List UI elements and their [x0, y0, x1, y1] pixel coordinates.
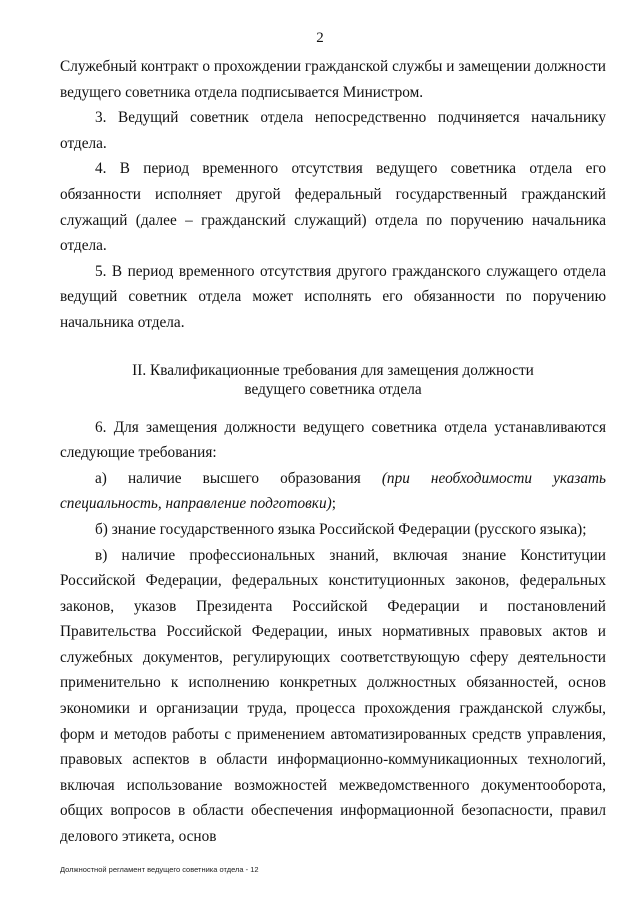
paragraph-5-duties-substitution: 5. В период временного отсутствия другого гражданского служащего отдела ведущий советник отдела может исполнять его обязанности по поручению начальника отдела.: [60, 262, 606, 331]
requirement-a-note: (при необходимости указать специальность, направление подготовки): [60, 469, 606, 513]
section-2-heading-line-2: ведущего советника отдела: [244, 380, 422, 398]
page-number: 2: [316, 30, 324, 46]
requirement-b-language: б) знание государственного языка Российской Федерации (русского языка);: [95, 520, 587, 538]
section-2-heading-line-1: II. Квалификационные требования для замещения должности: [132, 361, 534, 379]
paragraph-4-temporary-absence: 4. В период временного отсутствия ведущего советника отдела его обязанности исполняет другой федеральный государственный гражданский служащий (далее – гражданский служащий) отдела по поручению начальника отдела.: [60, 160, 606, 255]
paragraph-service-contract: Служебный контракт о прохождении гражданской службы и замещении должности ведущего советника отдела подписывается Министром.: [60, 58, 606, 101]
paragraph-3-subordination: 3. Ведущий советник отдела непосредственно подчиняется начальнику отдела.: [60, 109, 606, 152]
requirement-a-text: а) наличие высшего образования: [95, 469, 382, 487]
section-2-heading: [60, 361, 606, 399]
requirement-a-education: [60, 466, 606, 517]
paragraph-6-requirements: 6. Для замещения должности ведущего советника отдела устанавливаются следующие требования:: [60, 418, 606, 462]
document-body: [60, 54, 606, 850]
footer-document-title: Должностной регламент ведущего советника отдела - 12: [60, 865, 259, 874]
requirement-v-knowledge: в) наличие профессиональных знаний, включая знание Конституции Российской Федерации, федеральных конституционных законов, федеральных законов, указов Президента Российской Федерации и постановлений Правительства Российской Федерации, иных нормативных правовых актов и служебных документов, регулирующих соответствующую сферу деятельности применительно к исполнению конкретных должностных обязанностей, основ экономики и организации труда, процесса прохождения гражданской службы, форм и методов работы с применением автоматизированных средств управления, правовых аспектов в области информационно-коммуникационных технологий, включая использование возможностей межведомственного документооборота, общих вопросов в области обеспечения информационной безопасности, правил делового этикета, основ: [60, 546, 606, 846]
requirement-a-end: ;: [331, 495, 336, 513]
